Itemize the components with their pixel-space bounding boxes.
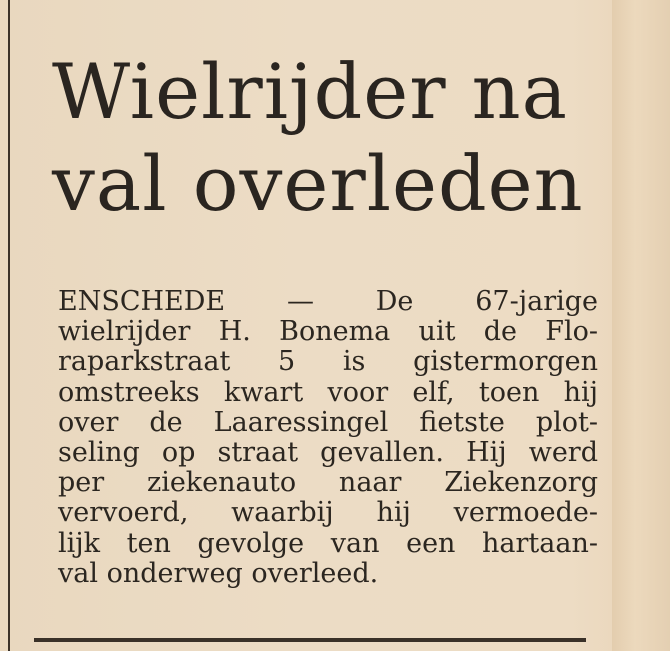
body-line: over de Laaressingel fietste plot- <box>58 406 598 438</box>
body-line-last: val onderweg overleed. <box>58 557 379 589</box>
body-line: omstreeks kwart voor elf, toen hij <box>58 376 598 408</box>
body-line: per ziekenauto naar Ziekenzorg <box>58 467 598 499</box>
adjacent-column-edge <box>612 0 670 651</box>
article-end-rule <box>34 638 586 642</box>
headline-line-1: Wielrijder na <box>52 47 568 136</box>
column-rule-left <box>8 0 10 651</box>
body-line: seling op straat gevallen. Hij werd <box>58 437 598 469</box>
body-line: wielrijder H. Bonema uit de Flo- <box>58 316 598 348</box>
headline-line-2: val overleden <box>52 139 584 228</box>
body-line: ENSCHEDE — De 67-jarige <box>58 286 598 317</box>
body-line: raparkstraat 5 is gistermorgen <box>58 346 598 378</box>
body-line: vervoerd, waarbij hij vermoede- <box>58 497 598 529</box>
article-headline <box>52 46 612 230</box>
article-body <box>58 287 598 589</box>
body-line: lijk ten gevolge van een hartaan- <box>58 527 598 559</box>
